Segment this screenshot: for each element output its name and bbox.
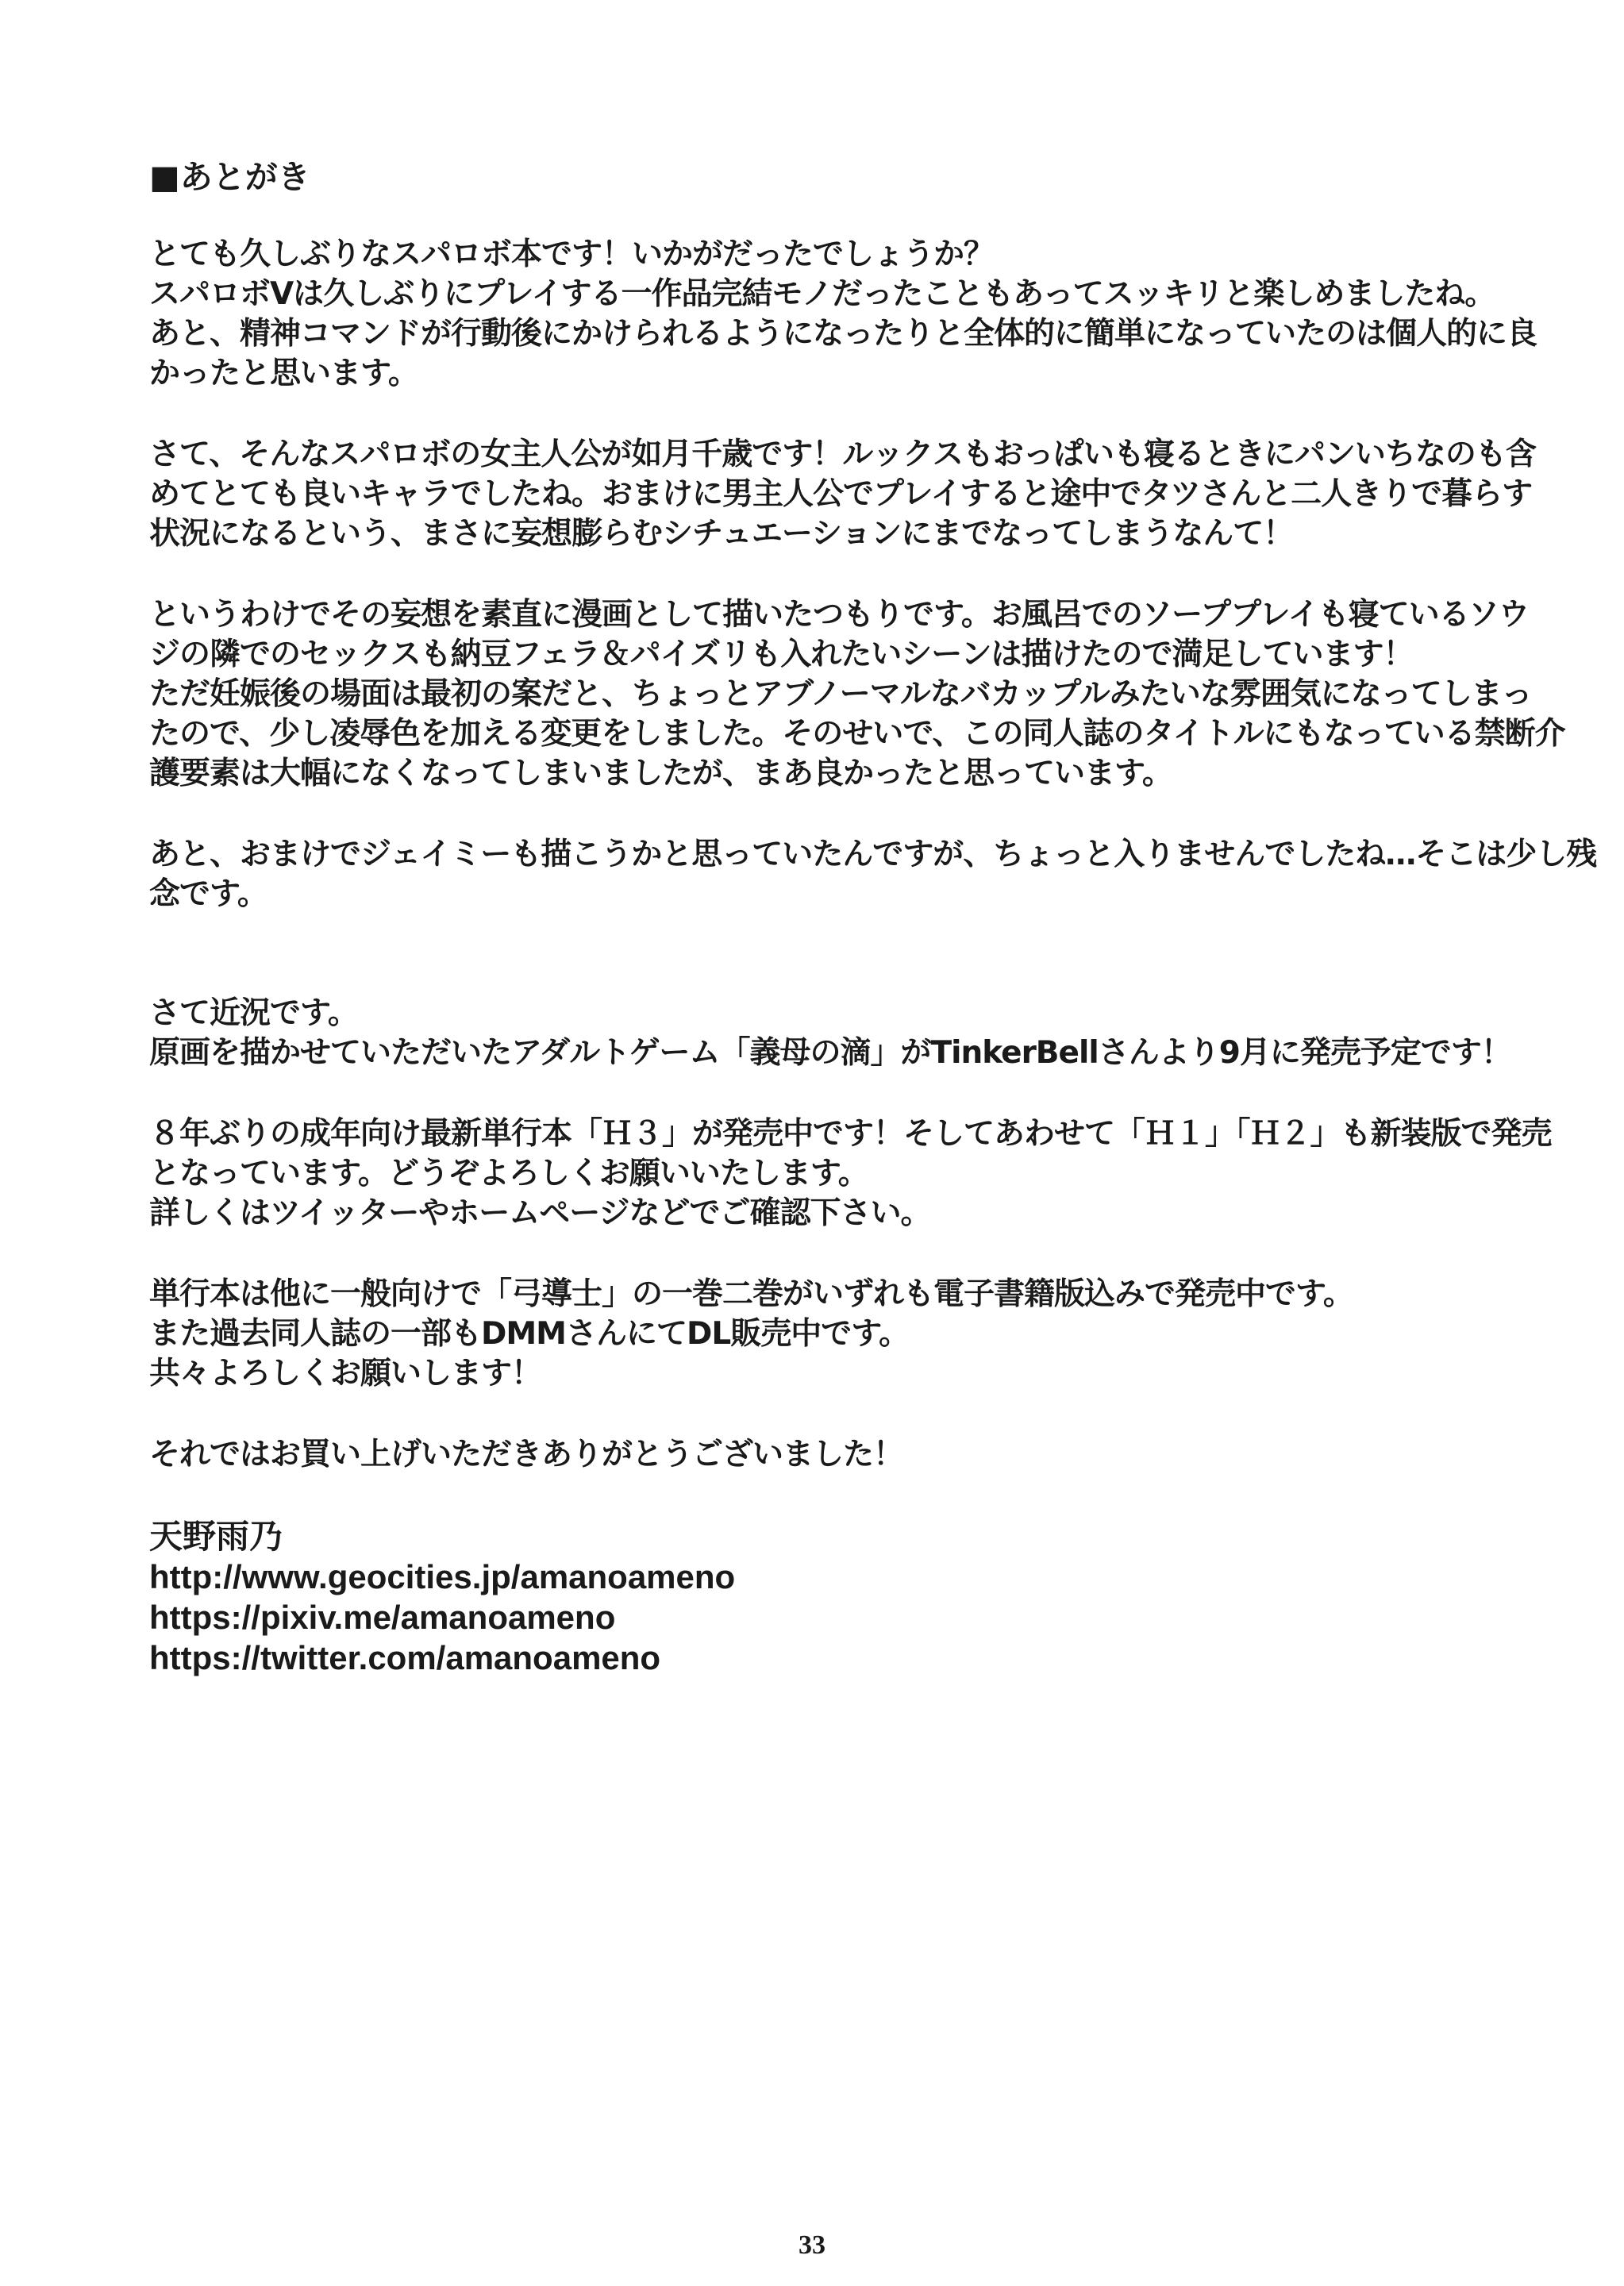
paragraph-4 xyxy=(149,835,1597,914)
text-line: また過去同人誌の一部もDMMさんにてDL販売中です。 xyxy=(149,1316,910,1352)
paragraph-6 xyxy=(149,1114,1552,1233)
text-line: それではお買い上げいただきありがとうございました！ xyxy=(149,1437,904,1472)
website-link: http://www.geocities.jp/amanoameno xyxy=(149,1558,736,1595)
text-line: たので、少し凌辱色を加える変更をしました。そのせいで、この同人誌のタイトルにもなっている禁断介 xyxy=(149,716,1565,752)
text-line: というわけでその妄想を素直に漫画として描いたつもりです。お風呂でのソーププレイも寝ているソウ xyxy=(149,597,1529,633)
text-line: あと、精神コマンドが行動後にかけられるようになったりと全体的に簡単になっていたのは個人的に良 xyxy=(149,316,1537,352)
paragraph-8 xyxy=(149,1435,1514,1475)
text-line: 単行本は他に一般向けで「弓導士」の一巻二巻がいずれも電子書籍版込みで発売中です。 xyxy=(149,1276,1353,1312)
paragraph-3 xyxy=(149,595,1565,794)
text-line: 原画を描かせていただいたアダルトゲーム「義母の滴」がTinkerBellさんより9月に発売予定です！ xyxy=(149,1035,1511,1071)
text-line: 護要素は大幅になくなってしまいましたが、まあ良かったと思っています。 xyxy=(149,756,1172,791)
pixiv-link: https://pixiv.me/amanoameno xyxy=(149,1599,616,1636)
text-line: さて、そんなスパロボの女主人公が如月千歳です！ルックスもおっぱいも寝るときにパンいちなのも含 xyxy=(149,437,1536,472)
text-line: とても久しぶりなスパロボ本です！いかがだったでしょうか？ xyxy=(149,237,995,272)
signature-block xyxy=(149,1516,1514,1678)
page-number: 33 xyxy=(799,2230,825,2260)
afterword-text xyxy=(149,157,1597,1719)
text-line: あと、おまけでジェイミーも描こうかと思っていたんですが、ちょっと入りませんでしたね…そこは少し残 xyxy=(149,837,1597,872)
text-line: スパロボVは久しぶりにプレイする一作品完結モノだったこともあってスッキリと楽しめましたね。 xyxy=(149,276,1495,312)
text-line: となっています。どうぞよろしくお願いいたします。 xyxy=(149,1156,868,1191)
paragraph-7 xyxy=(149,1275,1514,1394)
paragraph-1 xyxy=(149,235,1537,394)
text-line: ジの隣でのセックスも納豆フェラ＆パイズリも入れたいシーンは描けたので満足しています！ xyxy=(149,637,1414,672)
paragraph-5 xyxy=(149,994,1514,1073)
twitter-link: https://twitter.com/amanoameno xyxy=(149,1639,661,1676)
author-name: 天野雨乃 xyxy=(149,1518,283,1555)
text-line: ８年ぶりの成年向け最新単行本「Ｈ３」が発売中です！そしてあわせて「Ｈ１」「Ｈ２」も新装版で発売 xyxy=(149,1116,1552,1152)
afterword-heading: ■あとがき xyxy=(149,158,310,196)
paragraph-2 xyxy=(149,435,1536,554)
text-line: ただ妊娠後の場面は最初の案だと、ちょっとアブノーマルなバカップルみたいな雰囲気になってしまっ xyxy=(149,676,1532,712)
text-line: 共々よろしくお願いします！ xyxy=(149,1356,542,1391)
text-line: 詳しくはツイッターやホームページなどでご確認下さい。 xyxy=(149,1195,931,1231)
text-line: 念です。 xyxy=(149,876,267,912)
text-line: かったと思います。 xyxy=(149,356,418,391)
text-line: めてとても良いキャラでしたね。おまけに男主人公でプレイすると途中でタツさんと二人きりで暮らす xyxy=(149,476,1533,512)
text-line: 状況になるという、まさに妄想膨らむシチュエーションにまでなってしまうなんて！ xyxy=(149,516,1294,552)
text-line: さて近況です。 xyxy=(149,995,358,1031)
